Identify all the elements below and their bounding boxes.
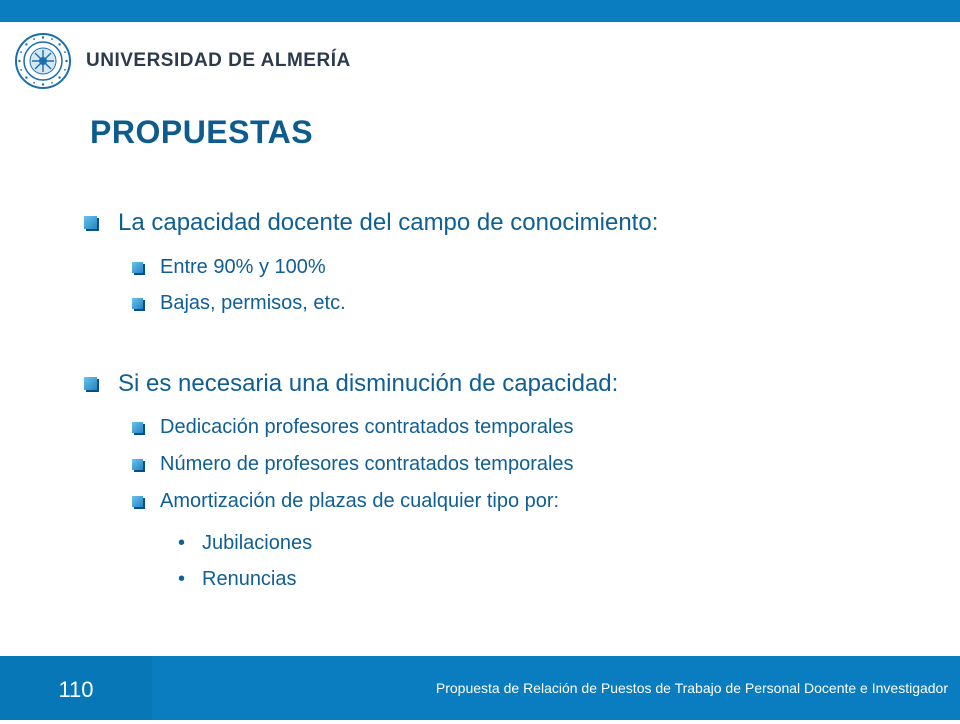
square-bullet-icon [84,377,99,392]
square-bullet-icon [132,459,145,472]
sub-bullet-entre-90-100: Entre 90% y 100% [132,256,326,279]
square-bullet-icon [132,262,145,275]
sub-bullet-amortizacion: Amortización de plazas de cualquier tipo por: [132,490,559,513]
sub-bullet-numero-profesores: Número de profesores contratados temporales [132,453,574,476]
page-number: 110 [0,656,152,720]
bullet-capacidad-docente: La capacidad docente del campo de conocimiento: [84,209,658,237]
square-bullet-icon [84,216,99,231]
dot-bullet-icon: • [178,568,186,590]
university-name: UNIVERSIDAD DE ALMERÍA [86,50,351,71]
sub-sub-bullet-renuncias: • Renuncias [178,568,297,590]
footer-caption: Propuesta de Relación de Puestos de Trabajo de Personal Docente e Investigador [435,680,948,696]
sub-bullet-dedicacion: Dedicación profesores contratados temporales [132,416,574,439]
dot-bullet-icon: • [178,532,186,554]
square-bullet-icon [132,298,145,311]
sub-bullet-bajas-permisos: Bajas, permisos, etc. [132,292,346,315]
footer-bar [0,656,960,720]
slide-title: PROPUESTAS [90,114,314,150]
square-bullet-icon [132,422,145,435]
bullet-disminucion-capacidad: Si es necesaria una disminución de capacidad: [84,370,618,398]
square-bullet-icon [132,496,145,509]
sub-sub-bullet-jubilaciones: • Jubilaciones [178,532,313,554]
